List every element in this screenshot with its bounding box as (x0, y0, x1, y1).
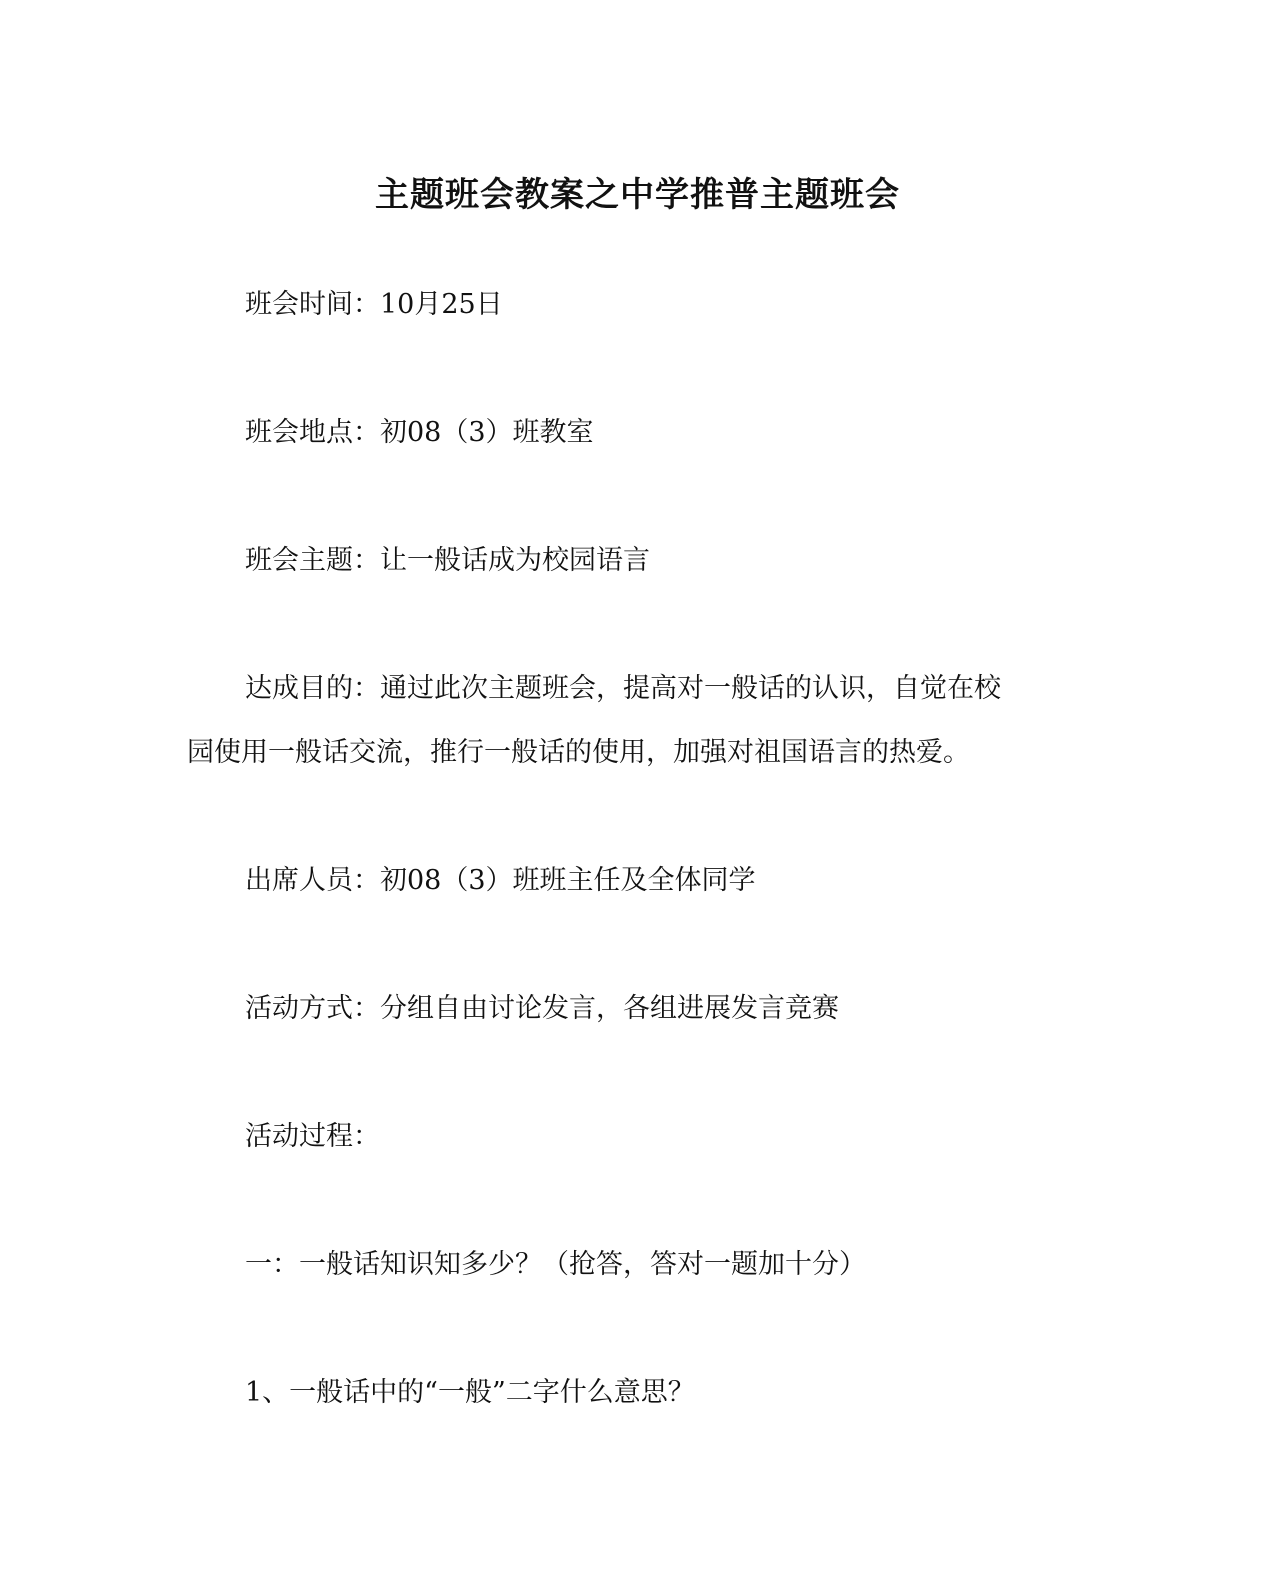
document-title: 主题班会教案之中学推普主题班会 (375, 175, 900, 215)
meeting-theme: 班会主题：让一般话成为校园语言 (245, 545, 650, 576)
meeting-goal-line-2: 园使用一般话交流，推行一般话的使用，加强对祖国语言的热爱。 (187, 737, 970, 768)
meeting-time: 班会时间：10月25日 (245, 289, 503, 320)
section-one-heading: 一：一般话知识知多少？（抢答，答对一题加十分） (245, 1249, 866, 1280)
meeting-location: 班会地点：初08（3）班教室 (245, 417, 594, 448)
attendees: 出席人员：初08（3）班班主任及全体同学 (245, 865, 756, 896)
meeting-goal-line-1: 达成目的：通过此次主题班会，提高对一般话的认识，自觉在校 (245, 673, 1001, 704)
activity-process-heading: 活动过程： (245, 1121, 380, 1152)
question-one: 1、一般话中的“一般”二字什么意思？ (245, 1377, 695, 1408)
activity-format: 活动方式：分组自由讨论发言，各组进展发言竞赛 (245, 993, 839, 1024)
